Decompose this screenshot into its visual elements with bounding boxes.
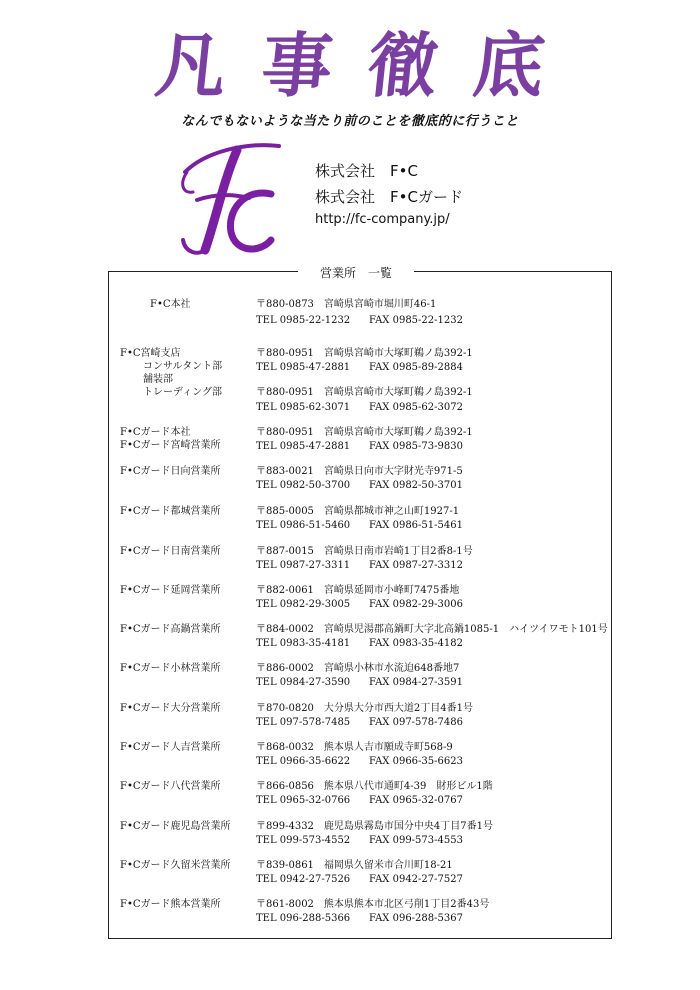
- office-tel: TEL 097-578-7485: [256, 717, 351, 728]
- company-name-fc: 株式会社 F•C: [315, 162, 418, 180]
- office-address: 〒885-0005 宮崎県都城市神之山町1927-1: [256, 506, 460, 517]
- office-address: 〒839-0861 福岡県久留米市合川町18-21: [256, 860, 453, 871]
- office-address: 〒880-0951 宮崎県宮崎市大塚町鵜ノ島392-1: [256, 348, 473, 359]
- office-tel: TEL 0982-50-3700: [256, 480, 351, 491]
- office-tel: TEL 0984-27-3590: [256, 677, 351, 688]
- office-fax: FAX 097-578-7486: [369, 717, 463, 728]
- office-fax: FAX 0985-62-3072: [369, 402, 463, 413]
- office-name: 舗装部: [143, 374, 173, 385]
- office-tel: TEL 0985-47-2881: [256, 441, 351, 452]
- office-address: 〒868-0032 熊本県人吉市願成寺町568-9: [256, 742, 453, 753]
- fc-logo: [175, 132, 285, 262]
- office-address: 〒880-0951 宮崎県宮崎市大塚町鵜ノ島392-1: [256, 387, 473, 398]
- office-name: F•Cガード人吉営業所: [120, 742, 221, 753]
- office-tel: TEL 099-573-4552: [256, 835, 351, 846]
- office-fax: FAX 096-288-5367: [369, 913, 463, 924]
- office-address: 〒887-0015 宮崎県日南市岩崎1丁目2番8-1号: [256, 546, 473, 557]
- offices-title: 営業所 一覧: [298, 264, 414, 281]
- office-address: 〒866-0856 熊本県八代市通町4-39 財形ビル1階: [256, 781, 493, 792]
- office-address: 〒886-0002 宮崎県小林市水流迫648番地7: [256, 663, 460, 674]
- office-tel: TEL 0985-62-3071: [256, 402, 351, 413]
- office-fax: FAX 0982-50-3701: [369, 480, 463, 491]
- office-fax: FAX 099-573-4553: [369, 835, 463, 846]
- office-tel: TEL 0942-27-7526: [256, 874, 351, 885]
- office-fax: FAX 0983-35-4182: [369, 638, 463, 649]
- company-url: http://fc-company.jp/: [315, 212, 450, 227]
- office-fax: FAX 0986-51-5461: [369, 520, 463, 531]
- office-name: コンサルタント部: [143, 361, 223, 372]
- office-address: 〒861-8002 熊本県熊本市北区弓削1丁目2番43号: [256, 899, 490, 910]
- office-tel: TEL 0986-51-5460: [256, 520, 351, 531]
- office-name: F•Cガード宮崎営業所: [120, 440, 221, 451]
- office-name: F•Cガード熊本営業所: [120, 899, 221, 910]
- office-address: 〒870-0820 大分県大分市西大道2丁目4番1号: [256, 703, 474, 714]
- office-name: F•Cガード鹿児島営業所: [120, 821, 231, 832]
- office-fax: FAX 0942-27-7527: [369, 874, 463, 885]
- tagline: なんでもないような当たり前のことを徹底的に行うこと: [181, 114, 519, 129]
- office-fax: FAX 0985-22-1232: [369, 315, 463, 326]
- office-name: F•Cガード高鍋営業所: [120, 624, 221, 635]
- office-fax: FAX 0965-32-0767: [369, 795, 463, 806]
- office-name: F•Cガード小林営業所: [120, 663, 221, 674]
- office-name: F•Cガード都城営業所: [120, 506, 221, 517]
- office-address: 〒883-0021 宮崎県日向市大字財光寺971-5: [256, 466, 463, 477]
- office-fax: FAX 0985-73-9830: [369, 441, 463, 452]
- office-name: F•C宮崎支店: [120, 348, 181, 359]
- office-address: 〒884-0002 宮崎県児湯郡高鍋町大字北高鍋1085-1 ハイツイワモト101号: [256, 624, 608, 635]
- office-fax: FAX 0982-29-3006: [369, 599, 463, 610]
- office-tel: TEL 0982-29-3005: [256, 599, 351, 610]
- office-name: F•Cガード八代営業所: [120, 781, 221, 792]
- office-address: 〒880-0951 宮崎県宮崎市大塚町鵜ノ島392-1: [256, 427, 473, 438]
- office-name: F•Cガード日向営業所: [120, 466, 221, 477]
- office-fax: FAX 0985-89-2884: [369, 362, 463, 373]
- office-name: F•Cガード延岡営業所: [120, 585, 221, 596]
- office-tel: TEL 0987-27-3311: [256, 560, 351, 571]
- office-tel: TEL 0985-22-1232: [256, 315, 351, 326]
- office-address: 〒882-0061 宮崎県延岡市小峰町7475番地: [256, 585, 460, 596]
- office-name: トレーディング部: [143, 387, 222, 398]
- office-name: F•Cガード大分営業所: [120, 703, 221, 714]
- office-name: F•Cガード日南営業所: [120, 546, 221, 557]
- office-fax: FAX 0987-27-3312: [369, 560, 463, 571]
- office-address: 〒880-0873 宮崎県宮崎市堀川町46-1: [256, 299, 437, 310]
- office-name: F•C本社: [150, 299, 191, 310]
- office-fax: FAX 0966-35-6623: [369, 756, 463, 767]
- headline: 凡事徹底: [151, 24, 585, 107]
- office-tel: TEL 0983-35-4181: [256, 638, 351, 649]
- office-tel: TEL 0966-35-6622: [256, 756, 351, 767]
- office-address: 〒899-4332 鹿児島県霧島市国分中央4丁目7番1号: [256, 821, 494, 832]
- office-tel: TEL 0985-47-2881: [256, 362, 351, 373]
- company-name-fc-guard: 株式会社 F•Cガード: [315, 188, 463, 206]
- office-tel: TEL 0965-32-0766: [256, 795, 351, 806]
- office-fax: FAX 0984-27-3591: [369, 677, 463, 688]
- office-name: F•Cガード本社: [120, 427, 191, 438]
- office-tel: TEL 096-288-5366: [256, 913, 351, 924]
- office-name: F•Cガード久留米営業所: [120, 860, 231, 871]
